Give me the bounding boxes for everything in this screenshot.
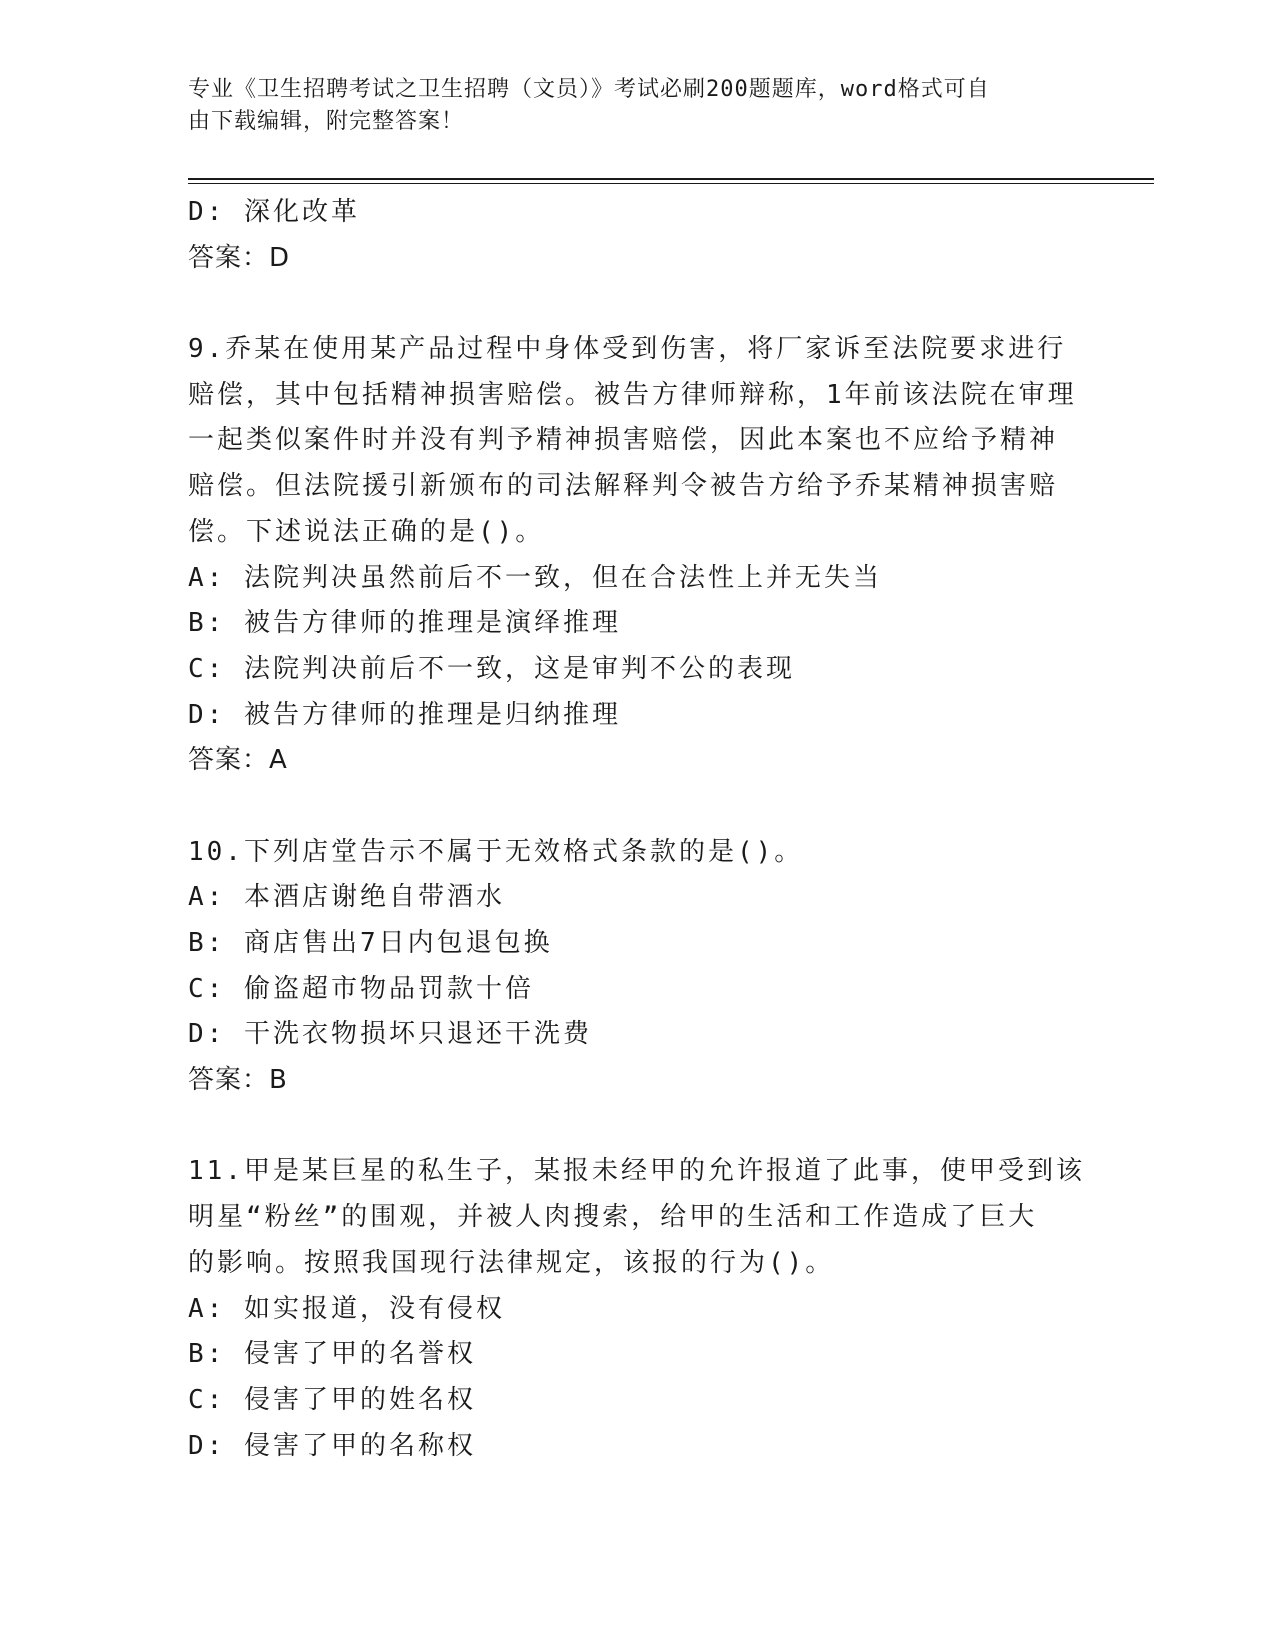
question-9-stem-line: 一起类似案件时并没有判予精神损害赔偿，因此本案也不应给予精神	[188, 425, 1059, 456]
question-9-option-b: B: 被告方律师的推理是演绎推理	[188, 608, 621, 639]
question-10-answer: 答案：B	[188, 1065, 288, 1096]
question-9	[188, 327, 1088, 784]
header-divider-thick	[188, 178, 1154, 180]
question-9-option-c: C: 法院判决前后不一致，这是审判不公的表现	[188, 653, 795, 684]
spacer	[188, 1104, 1088, 1150]
question-11-stem-line: 的影响。按照我国现行法律规定，该报的行为()。	[188, 1247, 835, 1278]
question-9-answer: 答案：A	[188, 745, 288, 776]
prev-option-d: D: 深化改革	[188, 197, 360, 227]
question-9-stem-line: 偿。下述说法正确的是()。	[188, 516, 545, 547]
question-9-stem-line: 9.乔某在使用某产品过程中身体受到伤害，将厂家诉至法院要求进行	[188, 334, 1067, 365]
question-10-option-d: D: 干洗衣物损坏只退还干洗费	[188, 1019, 592, 1050]
question-11-option-b: B: 侵害了甲的名誉权	[188, 1339, 476, 1370]
question-11-stem-line: 11.甲是某巨星的私生子，某报未经甲的允许报道了此事，使甲受到该	[188, 1156, 1085, 1187]
question-11-option-c: C: 侵害了甲的姓名权	[188, 1384, 476, 1415]
spacer	[188, 281, 1088, 327]
header-divider-thin	[188, 183, 1154, 184]
question-10-option-c: C: 偷盗超市物品罚款十倍	[188, 973, 534, 1004]
question-9-option-a: A: 法院判决虽然前后不一致，但在合法性上并无失当	[188, 562, 882, 593]
question-9-option-d: D: 被告方律师的推理是归纳推理	[188, 699, 621, 730]
question-11-stem-line: 明星“粉丝”的围观，并被人肉搜索，给甲的生活和工作造成了巨大	[188, 1202, 1038, 1233]
question-11-option-d: D: 侵害了甲的名称权	[188, 1430, 476, 1461]
header-line-1: 专业《卫生招聘考试之卫生招聘（文员）》考试必刷200题题库，word格式可自	[188, 77, 990, 102]
question-10-option-b: B: 商店售出7日内包退包换	[188, 928, 553, 958]
question-11	[188, 1149, 1088, 1469]
question-11-option-a: A: 如实报道，没有侵权	[188, 1293, 505, 1324]
question-10	[188, 830, 1088, 1104]
question-9-stem-line: 赔偿。但法院援引新颁布的司法解释判令被告方给予乔某精神损害赔	[188, 471, 1059, 502]
document-header	[188, 74, 1068, 138]
question-10-stem-line: 10.下列店堂告示不属于无效格式条款的是()。	[188, 836, 804, 867]
question-9-stem-line: 赔偿，其中包括精神损害赔偿。被告方律师辩称，1年前该法院在审理	[188, 379, 1077, 410]
document-body	[188, 190, 1088, 1469]
header-line-2: 由下载编辑，附完整答案！	[188, 109, 465, 134]
question-10-option-a: A: 本酒店谢绝自带酒水	[188, 882, 505, 913]
prev-answer: 答案：D	[188, 242, 291, 273]
spacer	[188, 784, 1088, 830]
